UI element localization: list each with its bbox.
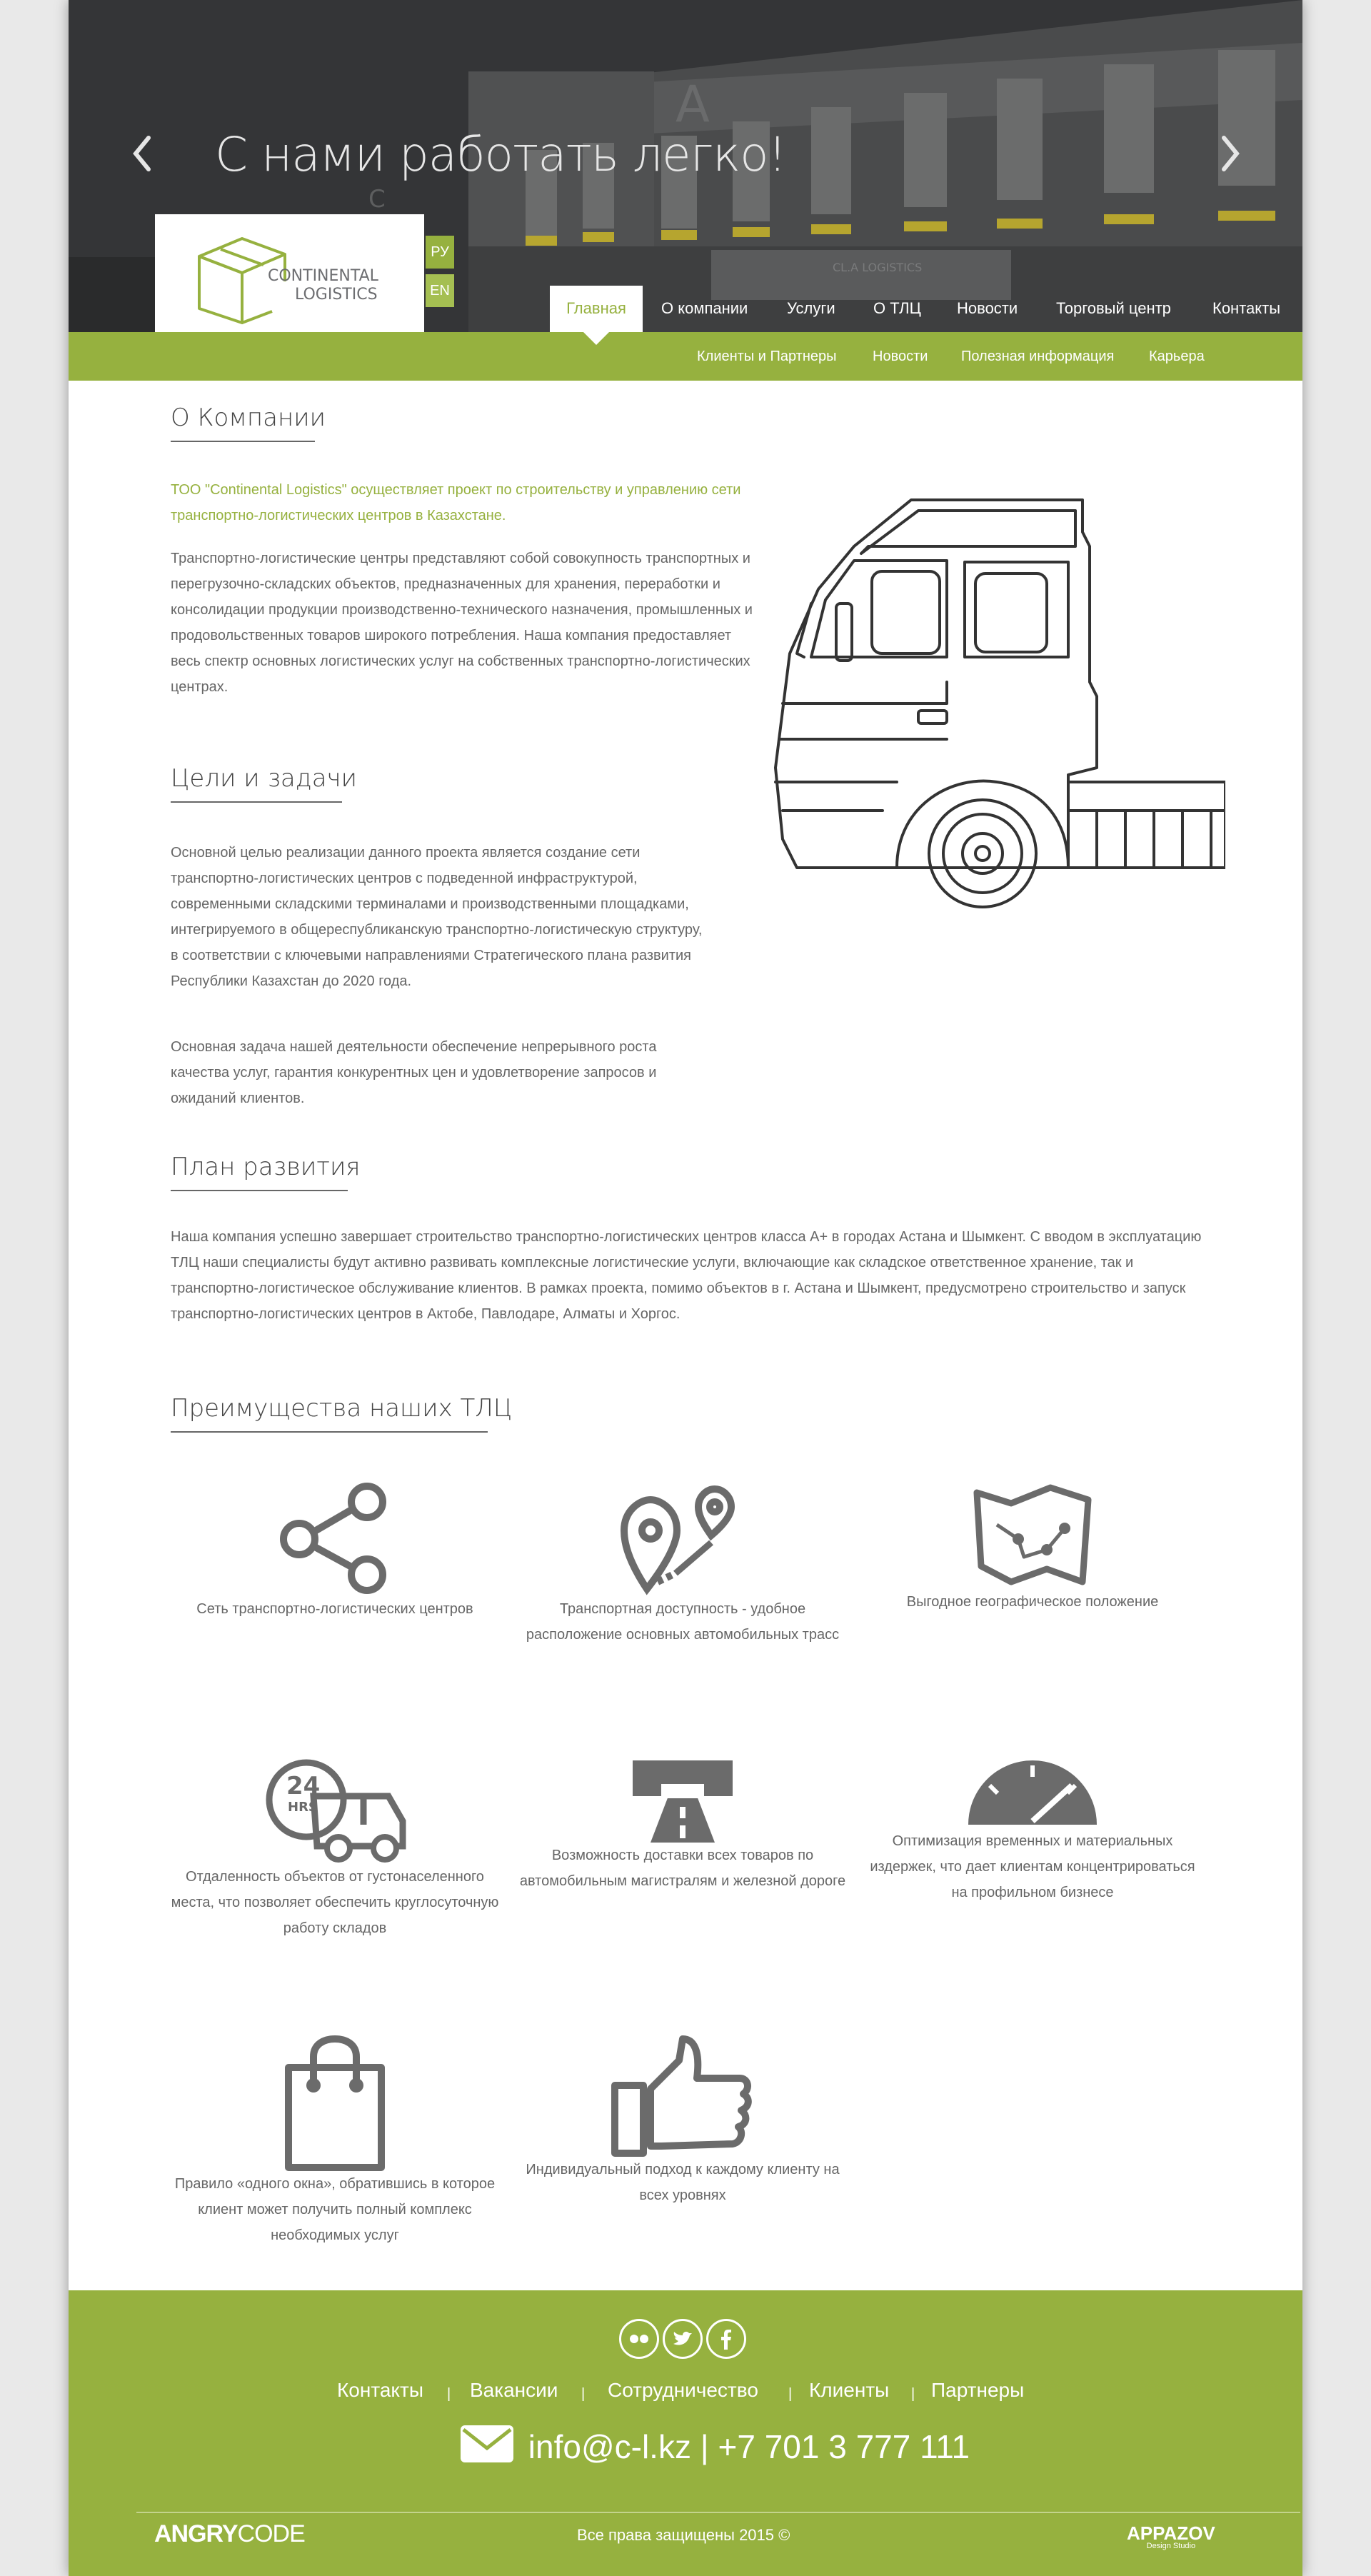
- plan-section-title: План развития: [171, 1153, 360, 1181]
- nav-item-tlc[interactable]: О ТЛЦ: [873, 299, 921, 317]
- subnav-item-career[interactable]: Карьера: [1149, 349, 1205, 364]
- facebook-icon: [708, 2321, 744, 2357]
- logo-line-2: LOGISTICS: [295, 286, 378, 304]
- truck-24hrs-icon: [263, 1757, 406, 1864]
- twitter-link[interactable]: [663, 2319, 703, 2359]
- advantage-text: Выгодное географическое положение: [906, 1594, 1159, 1610]
- advantage-text: Отдаленность объектов от густонаселенного места, что позволяет обеспечить круглосуточную работу складов: [171, 1869, 499, 1936]
- lang-en-button[interactable]: EN: [426, 274, 454, 307]
- subnav-item-useful-info[interactable]: Полезная информация: [961, 349, 1115, 364]
- svg-text:CL.A LOGISTICS: CL.A LOGISTICS: [833, 261, 923, 274]
- folded-map-icon: [968, 1482, 1097, 1589]
- footer-contact-line: [459, 2422, 970, 2466]
- flickr-link[interactable]: [619, 2319, 659, 2359]
- advantage-item: [518, 2035, 847, 2208]
- share-network-icon: [274, 1482, 396, 1596]
- about-section-title: О Компании: [171, 404, 326, 432]
- flickr-icon: [621, 2321, 657, 2357]
- truck-sketch-illustration: [768, 468, 1225, 925]
- goals-paragraph-2: Основная задача нашей деятельности обеспечение непрерывного роста качества услуг, гарантия конкурентных цен и удовлетворение запросов и ожиданий клиентов.: [171, 1039, 657, 1106]
- subnav-item-clients[interactable]: Клиенты и Партнеры: [697, 349, 837, 364]
- advantage-item: [171, 1482, 499, 1622]
- advantage-item: [518, 1757, 847, 1894]
- footer-divider: [136, 2512, 1300, 2513]
- footer-phone[interactable]: +7 701 3 777 111: [718, 2428, 970, 2465]
- svg-text:С: С: [368, 185, 386, 214]
- highway-road-icon: [629, 1757, 736, 1843]
- page: [69, 0, 1302, 2576]
- goals-section-title: Цели и задачи: [171, 764, 357, 793]
- copyright-text: Все права защищены 2015 ©: [577, 2526, 790, 2544]
- nav-item-contacts[interactable]: Контакты: [1212, 299, 1281, 317]
- hrs-number: 24: [286, 1772, 321, 1800]
- facebook-link[interactable]: [706, 2319, 746, 2359]
- prev-slide-arrow-icon[interactable]: [126, 132, 161, 175]
- about-body-text: Транспортно-логистические центры представляют собой совокупность транспортных и перегрузочно-складских объектов, предназначенных для хранения, переработки и консолидации продукции производственно-технического назначения, промышленных и продовольственных товаров широкого потребления. Наша компания предоставляет весь спектр основных логистических услуг на собственных транспортно-логистических центрах.: [171, 551, 753, 695]
- footer-link-contacts[interactable]: Контакты: [337, 2379, 423, 2401]
- sub-nav: [69, 332, 1302, 381]
- advantage-text: Индивидуальный подход к каждому клиенту на всех уровнях: [526, 2162, 840, 2203]
- advantage-item: [868, 1482, 1197, 1615]
- footer-email[interactable]: info@c-l.kz: [528, 2428, 691, 2465]
- advantage-text: Транспортная доступность - удобное расположение основных автомобильных трасс: [526, 1601, 840, 1643]
- hero-slider: [69, 0, 1302, 332]
- logo-line-1: CONTINENTAL: [268, 267, 378, 285]
- title-underline: [171, 801, 342, 803]
- footer-separator: |: [911, 2386, 915, 2402]
- advantages-section-title: Преимущества наших ТЛЦ: [171, 1394, 512, 1423]
- nav-item-services[interactable]: Услуги: [787, 299, 835, 317]
- advantage-text: Правило «одного окна», обратившись в которое клиент может получить полный комплекс необходимых услуг: [174, 2176, 496, 2243]
- nav-item-trade-center[interactable]: Торговый центр: [1056, 299, 1171, 317]
- map-pins-icon: [618, 1482, 747, 1596]
- title-underline: [171, 441, 315, 442]
- svg-text:А: А: [676, 75, 710, 134]
- goals-paragraph-1: Основной целью реализации данного проекта является создание сети транспортно-логистических центров с подведенной инфраструктурой, современными складскими терминалами и производственными площадками, интегрируемого в общереспубликанскую транспортно-логистическую структуру, в соответствии с ключевыми направлениями Стратегического плана развития Республики Казахстан до 2020 года.: [171, 845, 703, 989]
- hero-slogan: С нами работать легко!: [215, 127, 787, 182]
- hrs-label: HRS: [288, 1800, 318, 1815]
- about-lead-text: ТОО "Continental Logistics" осуществляет проект по строительству и управлению сети транспортно-логистических центров в Казахстане.: [171, 482, 741, 523]
- footer-separator: |: [788, 2386, 793, 2402]
- footer-link-cooperation[interactable]: Сотрудничество: [608, 2379, 758, 2401]
- advantage-item: [171, 1757, 499, 1941]
- advantage-item: [868, 1757, 1197, 1905]
- envelope-icon: [459, 2422, 515, 2465]
- title-underline: [171, 1190, 348, 1191]
- angrycode-logo[interactable]: [154, 2520, 305, 2548]
- twitter-icon: [665, 2321, 700, 2357]
- angrycode-part-1: ANGRY: [154, 2520, 238, 2547]
- advantage-text: Сеть транспортно-логистических центров: [196, 1601, 473, 1617]
- active-nav-caret: [583, 332, 609, 345]
- advantage-text: Оптимизация временных и материальных издержек, что дает клиентам концентрироваться на профильном бизнесе: [870, 1833, 1195, 1900]
- shopping-bag-icon: [278, 2035, 392, 2171]
- footer-separator: |: [447, 2386, 451, 2402]
- title-underline: [171, 1431, 488, 1433]
- appazov-logo[interactable]: [1127, 2522, 1215, 2550]
- plan-body-text: Наша компания успешно завершает строительство транспортно-логистических центров класса А+ в городах Астана и Шымкент. С вводом в эксплуатацию ТЛЦ наши специалисты будут активно развивать комплексные логистические услуги, включающие как складское ответственное хранение, так и транспортно-логистическое обслуживание клиентов. В рамках проекта, помимо объектов в г. Астана и Шымкент, предусмотрено строительство и запуск транспортно-логистических центров в Актобе, Павлодаре, Алматы и Хоргос.: [171, 1229, 1202, 1322]
- main-nav: [69, 286, 1302, 332]
- advantage-text: Возможность доставки всех товаров по автомобильным магистралям и железной дороге: [519, 1848, 846, 1889]
- lang-ru-button[interactable]: РУ: [426, 236, 454, 269]
- footer-link-partners[interactable]: Партнеры: [931, 2379, 1025, 2401]
- subnav-item-news[interactable]: Новости: [873, 349, 928, 364]
- nav-item-about[interactable]: О компании: [661, 299, 748, 317]
- appazov-subtitle: Design Studio: [1146, 2542, 1196, 2550]
- footer-link-vacancies[interactable]: Вакансии: [470, 2379, 558, 2401]
- footer-link-clients[interactable]: Клиенты: [809, 2379, 890, 2401]
- footer-contact-separator: |: [700, 2428, 709, 2465]
- site-footer: [69, 2290, 1302, 2576]
- angrycode-part-2: CODE: [237, 2520, 305, 2547]
- advantage-item: [518, 1482, 847, 1648]
- advantage-item: [171, 2035, 499, 2248]
- next-slide-arrow-icon[interactable]: [1211, 132, 1247, 175]
- thumbs-up-icon: [611, 2035, 754, 2157]
- nav-item-news[interactable]: Новости: [957, 299, 1018, 317]
- nav-item-home[interactable]: Главная: [550, 286, 643, 332]
- footer-separator: |: [581, 2386, 586, 2402]
- speedometer-icon: [965, 1757, 1100, 1828]
- appazov-name: APPAZOV: [1127, 2522, 1215, 2544]
